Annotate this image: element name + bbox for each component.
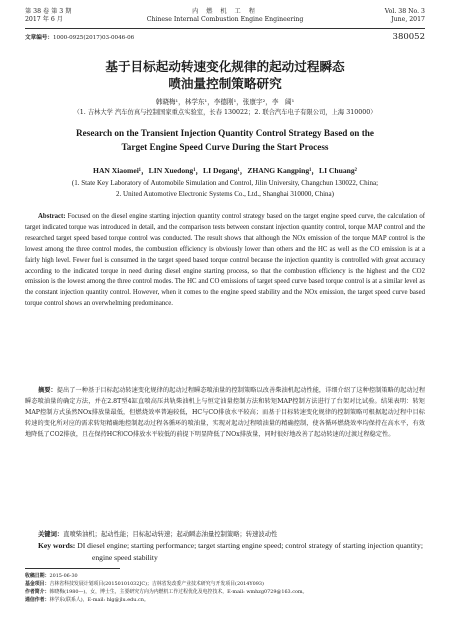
article-number bbox=[25, 33, 425, 41]
header-right bbox=[385, 8, 425, 24]
keywords-cn-text: 直喷柴油机；起动性能；目标起动转速；起动瞬态油量控制策略；转速波动性 bbox=[63, 531, 278, 538]
footnote-author bbox=[25, 589, 425, 595]
abstract-en-text: Focused on the diesel engine starting injection quantity control strategy based on the target engine speed curve, the calculation of target indicated torque was introduced in detail, and the comparison tests between constant injection quantity control, torque MAP control and the researched target speed based torque control was conducted. The result shows that although the NOx emission of the torque MAP control is the lowest among the three control modes, the combustion efficiency is obviously lower than others and the HC as well as the CO emission is at a fairly high level. Fewer fuel is consumed in the target speed based torque control because the injection quantity is controlled with great accuracy according to the indicated torque in need during diesel engine starting process, so that the combustion efficiency is the highest and the CO2 emission is the lowest among the three control modes. The HC and CO emissions of target speed curve based torque control is at a similar level as the constant injection quantity control. However, when it comes to the engine speed stability and the NOx emission, the target speed curve based torque control shows an overwhelming predominance. bbox=[25, 213, 425, 308]
affiliation-en-line-2: 2. United Automotive Electronic Systems Co., Ltd., Shanghai 310000, China) bbox=[116, 190, 334, 198]
header-volume-cn: 第 38 卷 第 3 期 bbox=[25, 8, 72, 15]
title-en-line-1: Research on the Transient Injection Quantity Control Strategy Based on the bbox=[76, 128, 374, 138]
journal-name-cn: 内 燃 机 工 程 bbox=[192, 8, 258, 15]
authors-cn: 韩晓梅¹，林学东¹，李德刚¹，张康宇²，李 阔¹ bbox=[155, 98, 295, 106]
article-id: 380052 bbox=[392, 32, 425, 42]
received-date: 2015-06-30 bbox=[49, 573, 78, 579]
footnote-fund bbox=[25, 581, 425, 587]
keywords-en bbox=[38, 540, 425, 564]
article-number-label: 文章编号： bbox=[25, 35, 53, 41]
header-date-en: June, 2017 bbox=[391, 16, 425, 23]
journal-name-en: Chinese Internal Combustion Engine Engineering bbox=[146, 16, 304, 23]
header-volume-en: Vol. 38 No. 3 bbox=[384, 8, 425, 15]
author-label: 作者简介： bbox=[25, 589, 50, 595]
footnote-divider bbox=[25, 568, 120, 569]
header-date-cn: 2017 年 6 月 bbox=[25, 16, 63, 23]
footnote-contact bbox=[25, 597, 425, 603]
authors-en: HAN Xiaomei¹，LIN Xuedong¹，LI Degang¹，ZHANG Kangping¹，LI Chuang² bbox=[93, 166, 357, 175]
affiliation-en bbox=[25, 178, 425, 200]
title-cn-line-1: 基于目标起动转速变化规律的起动过程瞬态 bbox=[105, 59, 345, 74]
contact-text: 林学东(联系人)，E-mail: hlg@jlu.edu.cn。 bbox=[49, 597, 149, 603]
footnote-received bbox=[25, 573, 425, 579]
contact-label: 通信作者： bbox=[25, 597, 50, 603]
abstract-cn bbox=[25, 386, 425, 441]
abstract-cn-text: 提出了一种基于目标起动转速变化规律的起动过程瞬态喷油量的控制策略以改善柴油机起动性能，详细介绍了这种控制策略的起动过程瞬态喷油量的确定方法，并在2.8T型4缸直喷高压共轨柴油机上与恒定油量控制方法和转矩MAP控制方法进行了台架对比试验。结果表明：转矩MAP控制方式虽然NOx排放量最低，但燃烧效率普遍较低，HC与CO排放水平较高；而基于目标转速变化规律的控制策略可根据起动过程中目标转速的变化所对应的需求转矩精确地控制起动过程各循环的喷油量，实现对起动过程喷油量的精确控制，使各循环燃烧效率均保持在高水平，有效地降低了CO2排放，且在保持HC和CO排放水平较低的前提下明显降低了NOx排放量，同时很好地改善了起动转速的过渡过程稳定性。 bbox=[25, 387, 426, 438]
affiliation-en-line-1: (1. State Key Laboratory of Automobile Simulation and Control, Jilin University, Changchun 130022, China; bbox=[71, 179, 379, 187]
received-label: 收稿日期： bbox=[25, 573, 50, 579]
article-number-value: 1000-0925(2017)03-0046-06 bbox=[52, 35, 135, 41]
title-en bbox=[25, 126, 425, 154]
abstract-en-label: Abstract: bbox=[38, 213, 66, 220]
keywords-cn bbox=[38, 529, 425, 538]
affiliation-cn: （1. 吉林大学 汽车仿真与控制国家重点实验室，长春 130022；2. 联合汽车电子有限公司，上海 310000） bbox=[73, 109, 377, 116]
journal-header bbox=[25, 6, 425, 29]
fund-label: 基金项目： bbox=[25, 581, 50, 587]
author-text: 韩晓梅(1980—)，女，博士生，主要研究方向为内燃机工作过程优化及电控技术，E-mail: wmhzg0729@163.com。 bbox=[49, 589, 308, 595]
title-cn bbox=[25, 58, 425, 92]
title-cn-line-2: 喷油量控制策略研究 bbox=[168, 76, 282, 91]
title-en-line-2: Target Engine Speed Curve During the Start Process bbox=[121, 142, 329, 152]
abstract-en bbox=[25, 212, 425, 310]
fund-text: 吉林省科技发展计划项目(20150101032JC)；吉林省发改委产业技术研究与开发项目(2014Y093) bbox=[49, 581, 264, 587]
abstract-cn-label: 摘要： bbox=[38, 387, 57, 394]
keywords-en-text: DI diesel engine; starting performance; target starting engine speed; control strategy of starting injection quantity; engine speed stability bbox=[77, 541, 423, 562]
keywords-cn-label: 关键词： bbox=[38, 531, 64, 538]
keywords-en-label: Key words: bbox=[38, 541, 76, 550]
header-center bbox=[25, 8, 425, 24]
